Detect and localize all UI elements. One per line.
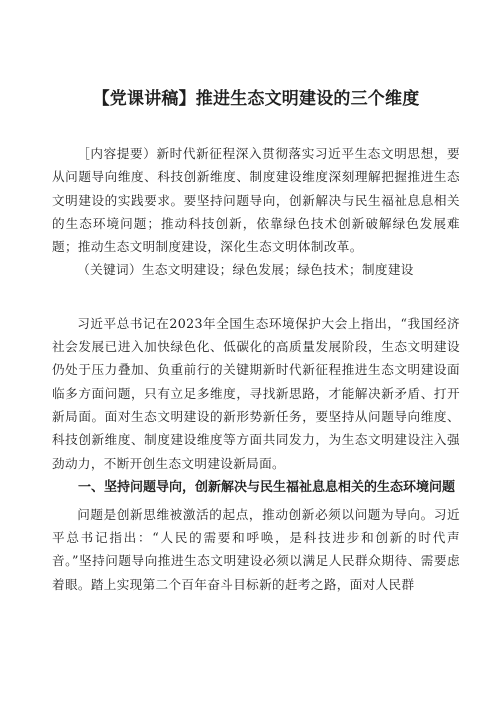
- section-1-paragraph: 问题是创新思维被激活的起点，推动创新必须以问题为导向。习近平总书记指出：“人民的需要和呼唤，是科技进步和创新的时代声音。”坚持问题导向推进生态文明建设必须以满足人民群众期待、需要虑着眼。踏上实现第二个百年奋斗目标新的赶考之路，面对人民群: [52, 506, 460, 592]
- section-1-heading: 一、坚持问题导向，创新解决与民生福祉息息相关的生态环境问题: [78, 479, 456, 495]
- intro-paragraph: 习近平总书记在2023年全国生态环境保护大会上指出，“我国经济社会发展已进入加快绿色化、低碳化的高质量发展阶段，生态文明建设仍处于压力叠加、负重前行的关键期新时代新征程推进生态文明建设面临多方面问题，只有立足多维度，寻找新思路，才能解决新矛盾、打开新局面。面对生态文明建设的新形势新任务，要坚持从问题导向维度、科技创新维度、制度建设维度等方面共同发力，为生态文明建设注入强劲动力，不断开创生态文明建设新局面。: [52, 315, 460, 471]
- document-title: 【党课讲稿】推进生态文明建设的三个维度: [92, 89, 420, 109]
- abstract-paragraph: ［内容提要）新时代新征程深入贯彻落实习近平生态文明思想，要从问题导向维度、科技创新维度、制度建设维度深刻理解把握推进生态文明建设的实践要求。要坚持问题导向，创新解决与民生福祉息息相关的生态环境问题；推动科技创新，依靠绿色技术创新破解绿色发展难题；推动生态文明制度建设，深化生态文明体制改革。: [52, 146, 460, 255]
- keywords-line: （关键词）生态文明建设；绿色发展；绿色技术；制度建设: [77, 262, 414, 278]
